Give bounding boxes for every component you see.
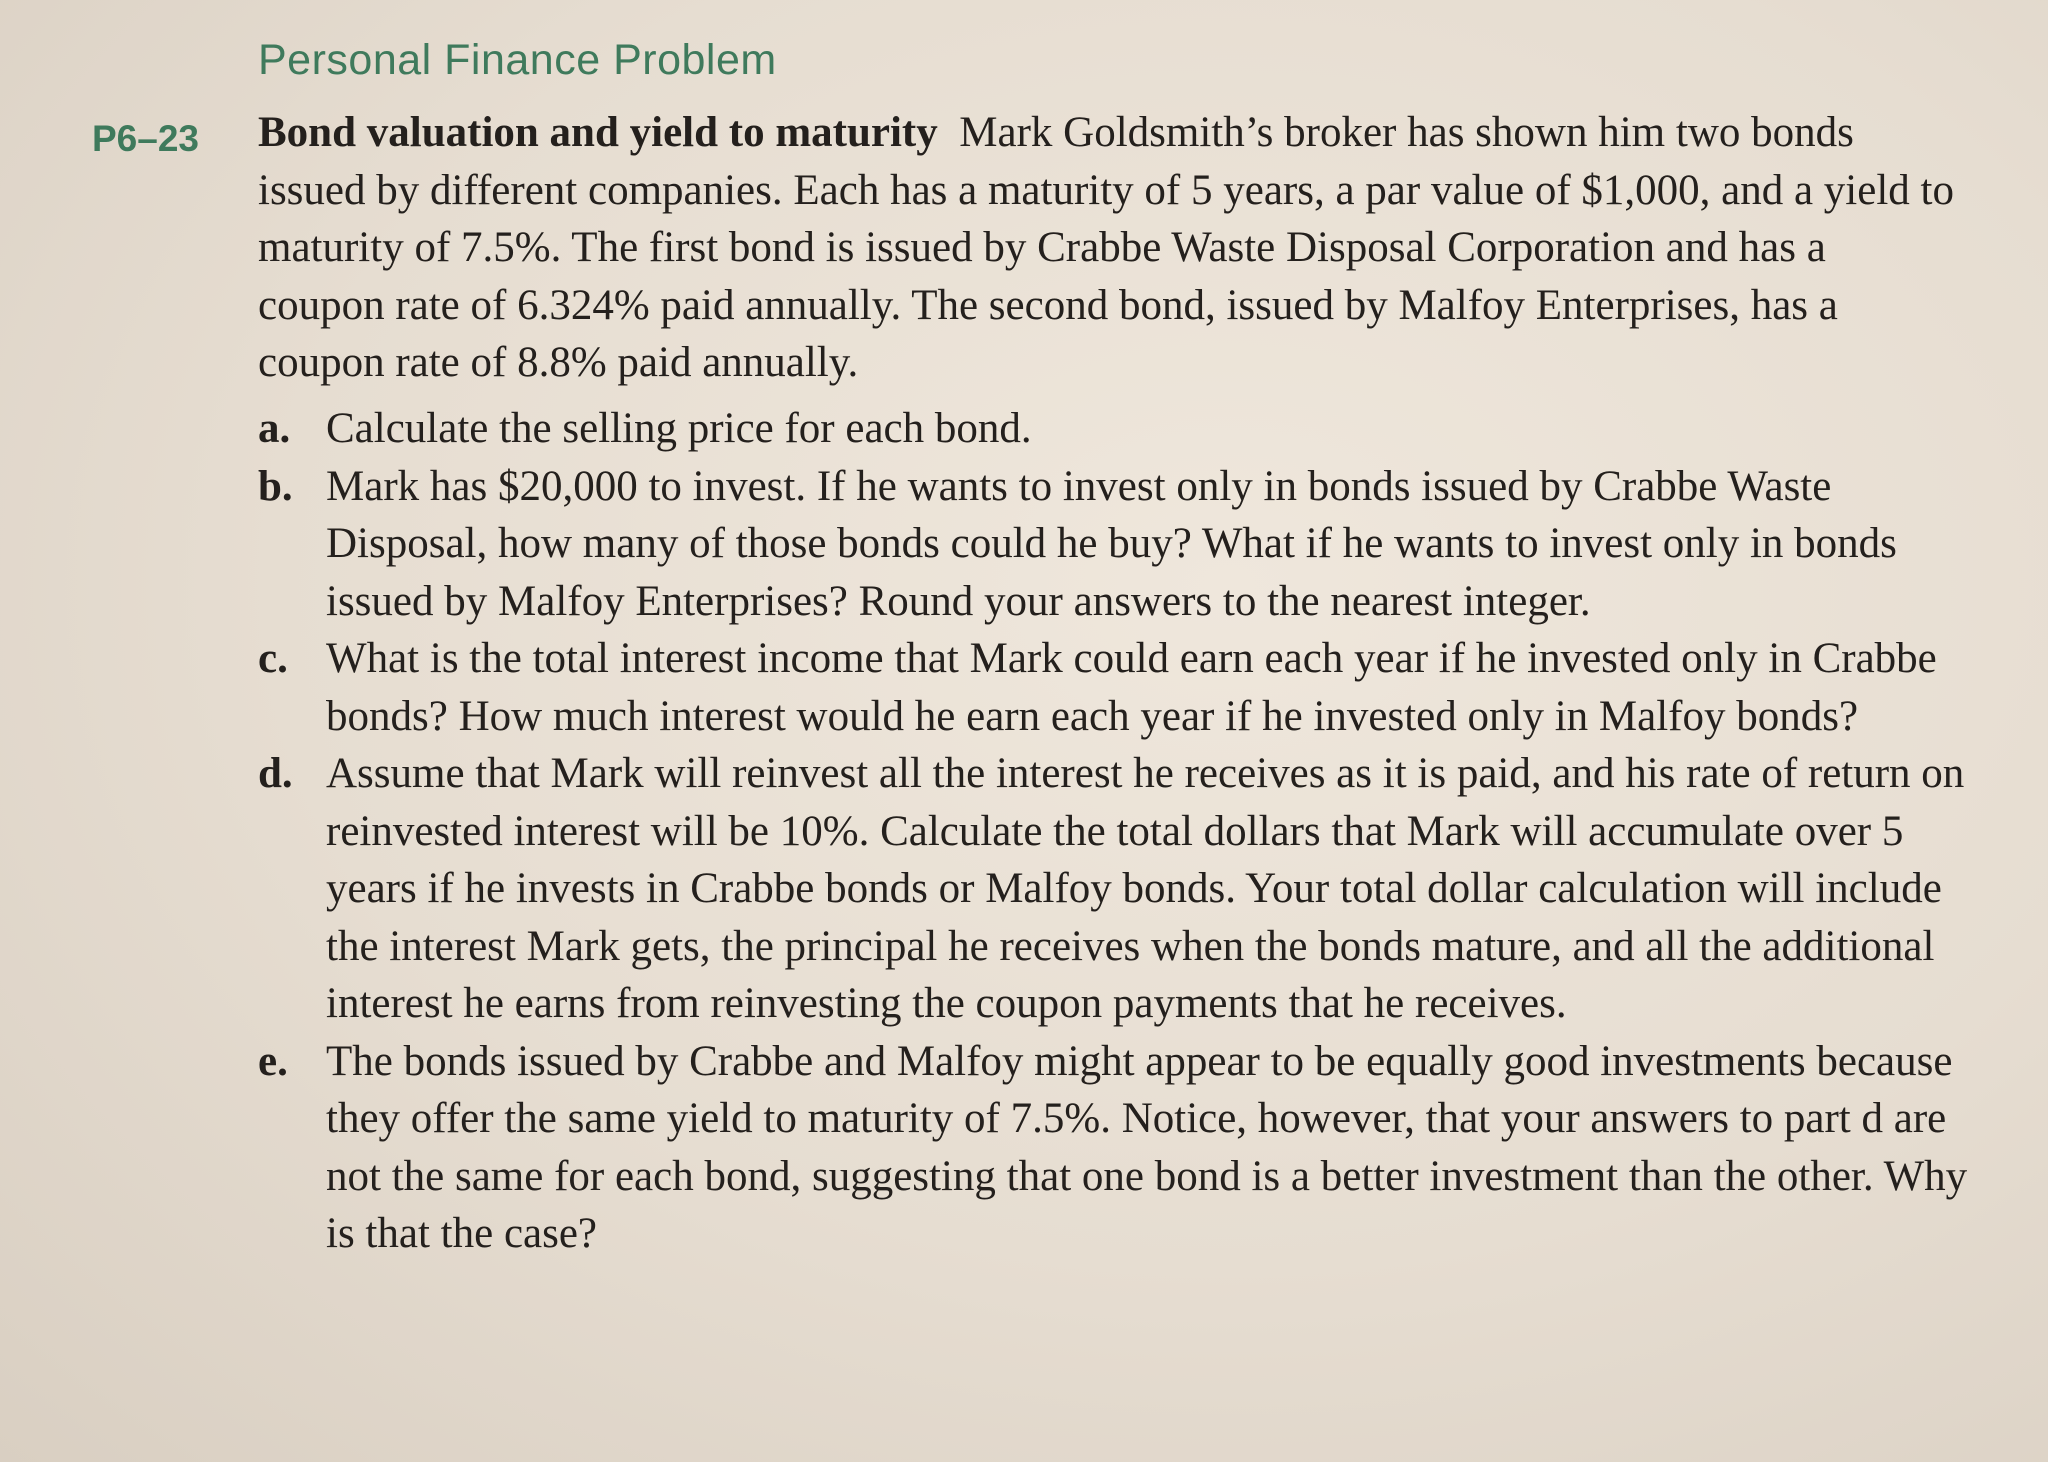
problem-body-text: Mark Goldsmith’s broker has shown him two bonds issued by different companies. Each has a maturity of 5 years, a par value of $1,000, and a yield to maturity of 7.5%. The first bond is issued by Crabbe Waste Disposal Corporation and has a coupon rate of 6.324% paid annually. The second bond, issued by Malfoy Enterprises, has a coupon rate of 8.8% paid annually. [258,109,1954,386]
part-text: What is the total interest income that Mark could earn each year if he invested only in Crabbe bonds? How much interest would he earn each year if he invested only in Malfoy bonds? [326,635,1937,740]
part-text: Mark has $20,000 to invest. If he wants to invest only in bonds issued by Crabbe Waste Disposal, how many of those bonds could he buy? What if he wants to invest only in bonds issued by Malfoy Enterprises? Round your answers to the nearest integer. [326,462,1897,625]
problem-statement [258,104,1958,392]
part-text: Calculate the selling price for each bond. [326,405,1032,452]
part-letter: c. [258,635,288,682]
problem-number: P6–23 [92,118,199,159]
part-text: Assume that Mark will reinvest all the interest he receives as it is paid, and his rate of return on reinvested interest will be 10%. Calculate the total dollars that Mark will accumulate over 5 years if he invests in Crabbe bonds or Malfoy bonds. Your total dollar calculation will include the interest Mark gets, the principal he receives when the bonds mature, and all the additional interest he earns from reinvesting the coupon payments that he receives. [326,750,1965,1027]
part-b [258,458,1978,631]
part-letter: d. [258,750,293,797]
part-letter: b. [258,462,293,510]
section-heading: Personal Finance Problem [258,36,777,84]
part-a [258,400,1978,458]
part-text: The bonds issued by Crabbe and Malfoy might appear to be equally good investments because they offer the same yield to maturity of 7.5%. Notice, however, that your answers to part d are not the same for each bond, suggesting that one bond is a better investment than the other. Why is that the case? [326,1037,1968,1257]
part-c [258,630,1978,745]
problem-title: Bond valuation and yield to maturity [258,109,938,156]
part-letter: a. [258,405,291,452]
part-d [258,745,1978,1033]
part-e [258,1033,1978,1263]
problem-parts [258,400,1978,1263]
part-letter: e. [258,1037,288,1085]
